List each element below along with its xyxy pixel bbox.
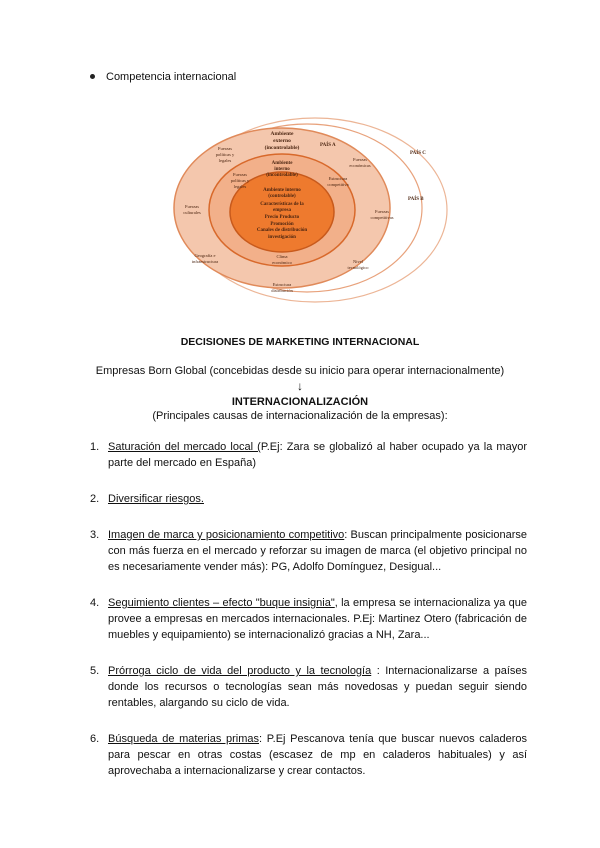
domestic-title-3: (incontrolable)	[266, 173, 298, 178]
bullet-dot-icon	[90, 74, 95, 79]
ext-nivel-1: Nivel	[353, 259, 363, 264]
ext-geografia-1: Geografía e	[194, 253, 216, 258]
marketing-environment-diagram	[160, 110, 450, 310]
ext-economicas-2: económicas	[349, 163, 371, 168]
domestic-title-1: Ambiente	[271, 161, 293, 166]
label-pais-a: PAÍS A	[320, 143, 336, 148]
domestic-title-2: interno	[274, 167, 290, 172]
ext-estructura-1: Estructura	[272, 282, 292, 287]
ext-culturales-1: Fuerzas	[185, 204, 199, 209]
cause-item-1: 1. Saturación del mercado local (P.Ej: Zara se globalizó al haber ocupado ya la mayor parte del mercado en España)	[90, 441, 527, 469]
causes-subtitle: (Principales causas de internacionalización de la empresas):	[152, 410, 448, 422]
label-pais-c: PAÍS C	[410, 151, 426, 156]
int-estructura-1: Estructura	[328, 176, 348, 181]
ext-economicas-1: Fuerzas	[353, 157, 367, 162]
cause-item-2: 2. Diversificar riesgos.	[90, 493, 204, 505]
internal-title-1: Ambiente interno	[263, 188, 301, 193]
int-politicas-1: Fuerzas	[233, 172, 247, 177]
external-title-2: externo	[273, 138, 291, 144]
int-estructura-2: competitiva	[327, 182, 349, 187]
causes-list	[90, 439, 527, 779]
internal-line-3: Precio Producto	[264, 215, 300, 220]
cause-item-3: 3. Imagen de marca y posicionamiento competitivo: Buscan principalmente posicionarse con más fuerza en el mercado y reforzar su imagen de marca (el objetivo principal no es necesariamente vender más): PG, Adolfo Domínguez, Desigual...	[90, 529, 527, 573]
cause-item-6: 6. Búsqueda de materias primas: P.Ej Pescanova tenía que buscar nuevos caladeros para pescar en otras costas (escasez de mp en caladeros habituales) y así aprovechaba a internacionalizarse y crear contactos.	[90, 733, 527, 777]
section-heading: DECISIONES DE MARKETING INTERNACIONAL	[180, 336, 420, 348]
bullet-text: Competencia internacional	[106, 71, 237, 83]
down-arrow-icon: ↓	[297, 379, 303, 393]
bullet-competencia	[90, 71, 236, 83]
external-title-3: (incontrolable)	[264, 145, 300, 151]
internal-line-2: empresa	[273, 208, 291, 213]
ext-politicas-2: políticas y	[215, 152, 235, 157]
int-politicas-2: políticas y	[230, 178, 250, 183]
int-clima-2: económico	[272, 260, 292, 265]
ext-competitivas-1: Fuerzas	[375, 209, 389, 214]
internal-line-5: Canales de distribución	[256, 228, 308, 233]
label-pais-b: PAÍS B	[408, 197, 424, 202]
internal-line-1: Características de la	[260, 202, 304, 207]
ext-politicas-3: legales	[218, 158, 232, 163]
internal-line-4: Promoción	[270, 222, 294, 227]
cause-item-4: 4. Seguimiento clientes – efecto "buque insignia", la empresa se internacionaliza ya que provee a empresas en mercados internacionales. P.Ej: Martinez Otero (fabricación de muebles y equipamiento) se internacionalizó gracias a NH, Zara...	[90, 597, 528, 641]
ext-geografia-2: infraestructura	[191, 259, 219, 264]
cause-item-5: 5. Prórroga ciclo de vida del producto y la tecnología : Internacionalizarse a países donde los recursos o tecnologías sean más novedosas y puedan seguir siendo rentables, alargando su ciclo de vida.	[90, 665, 527, 709]
internacionalizacion-heading: INTERNACIONALIZACIÓN	[231, 396, 369, 408]
ext-estructura-2: distribución	[271, 288, 293, 293]
int-clima-1: Clima	[276, 254, 288, 259]
ext-nivel-2: tecnológico	[347, 265, 369, 270]
internal-line-6: investigación	[268, 235, 296, 240]
int-politicas-3: legales	[233, 184, 247, 189]
ext-politicas-1: Fuerzas	[218, 146, 232, 151]
internal-title-2: (controlable)	[268, 194, 296, 199]
external-title-1: Ambiente	[270, 131, 294, 137]
born-global-line: Empresas Born Global (concebidas desde su inicio para operar internacionalmente)	[95, 365, 505, 377]
ext-culturales-2: culturales	[183, 210, 201, 215]
ext-competitivas-2: competitivas	[370, 215, 394, 220]
